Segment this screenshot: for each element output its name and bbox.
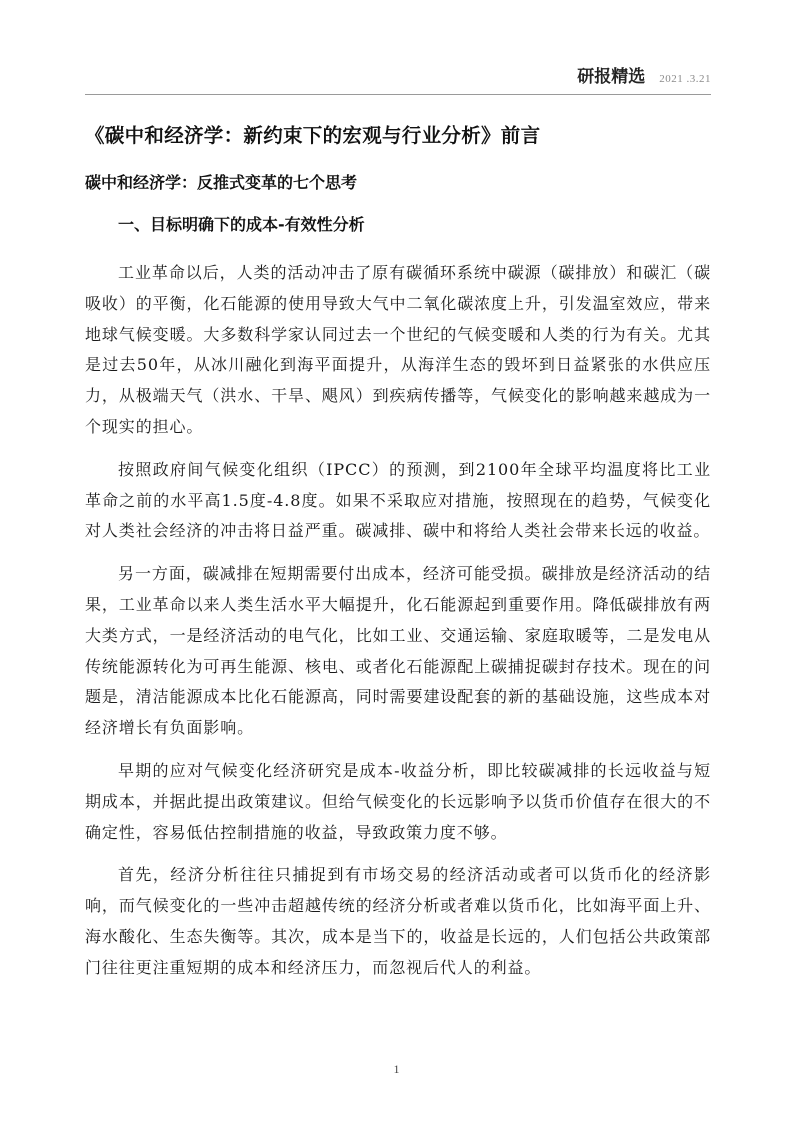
paragraph-4: 早期的应对气候变化经济研究是成本-收益分析，即比较碳减排的长远收益与短期成本，并据此提出政策建议。但给气候变化的长远影响予以货币价值存在很大的不确定性，容易低估控制措施的收益，导致政策力度不够。 [85, 760, 711, 842]
document-title: 《碳中和经济学：新约束下的宏观与行业分析》前言 [85, 124, 541, 147]
paragraph-5: 首先，经济分析往往只捕捉到有市场交易的经济活动或者可以货币化的经济影响，而气候变化的一些冲击超越传统的经济分析或者难以货币化，比如海平面上升、海水酸化、生态失衡等。其次，成本是当下的，收益是长远的，人们包括公共政策部门往往更注重短期的成本和经济压力，而忽视后代人的利益。 [85, 865, 711, 977]
header-date: 2021 .3.21 [659, 73, 711, 85]
paragraph-1: 工业革命以后，人类的活动冲击了原有碳循环系统中碳源（碳排放）和碳汇（碳吸收）的平衡，化石能源的使用导致大气中二氧化碳浓度上升，引发温室效应，带来地球气候变暖。大多数科学家认同过去一个世纪的气候变暖和人类的行为有关。尤其是过去50年，从冰川融化到海平面提升，从海洋生态的毁坏到日益紧张的水供应压力，从极端天气（洪水、干旱、飓风）到疾病传播等，气候变化的影响越来越成为一个现实的担心。 [85, 263, 711, 436]
paragraph-2: 按照政府间气候变化组织（IPCC）的预测，到2100年全球平均温度将比工业革命之前的水平高1.5度-4.8度。如果不采取应对措施，按照现在的趋势，气候变化对人类社会经济的冲击将日益严重。碳减排、碳中和将给人类社会带来长远的收益。 [85, 459, 711, 541]
page-header [85, 62, 711, 95]
document-subtitle: 碳中和经济学：反推式变革的七个思考 [85, 173, 358, 192]
body-text [85, 258, 711, 984]
document-body [85, 122, 711, 996]
page-number: 1 [393, 1062, 400, 1076]
paragraph-3: 另一方面，碳减排在短期需要付出成本，经济可能受损。碳排放是经济活动的结果，工业革命以来人类生活水平大幅提升，化石能源起到重要作用。降低碳排放有两大类方式，一是经济活动的电气化，比如工业、交通运输、家庭取暖等，二是发电从传统能源转化为可再生能源、核电、或者化石能源配上碳捕捉碳封存技术。现在的问题是，清洁能源成本比化石能源高，同时需要建设配套的新的基础设施，这些成本对经济增长有负面影响。 [85, 564, 711, 738]
header-brand: 研报精选 [577, 67, 646, 87]
section-heading: 一、目标明确下的成本-有效性分析 [118, 215, 365, 234]
